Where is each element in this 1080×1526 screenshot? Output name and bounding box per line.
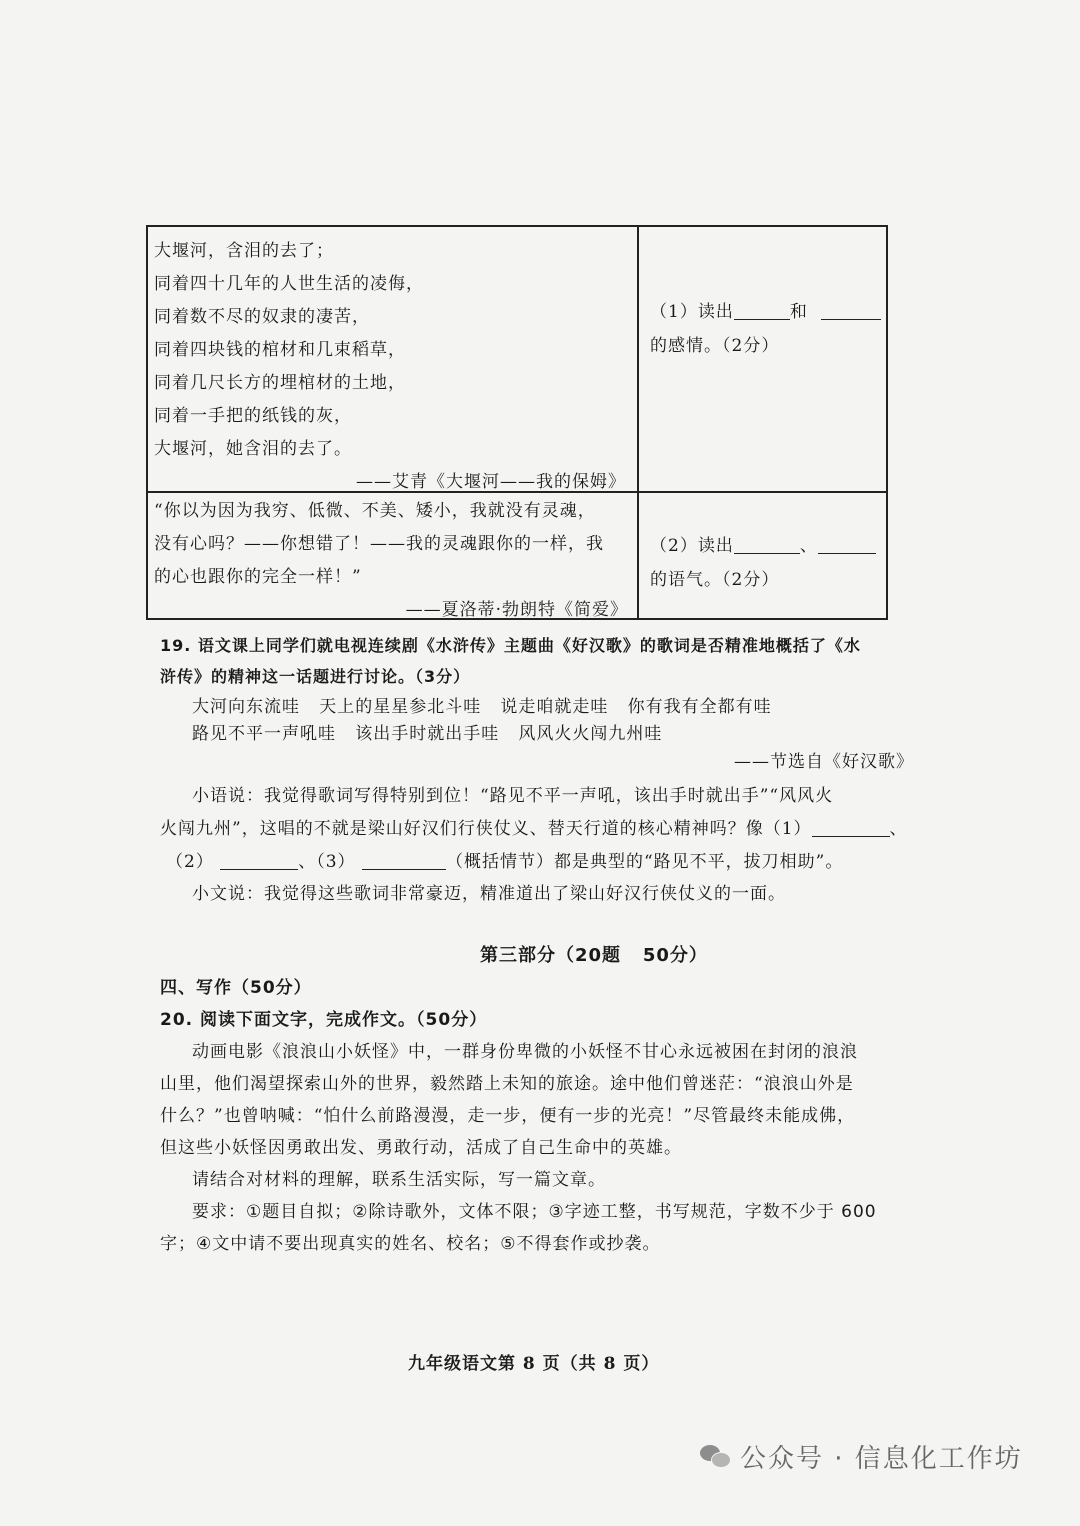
xiaowen-line: 小文说：我觉得这些歌词非常豪迈，精准道出了梁山好汉行侠仗义的一面。 [192, 884, 786, 904]
xiaoyu-text: （2） [166, 852, 214, 872]
answer-blank[interactable] [362, 851, 446, 870]
lyrics-line: 路见不平一声吼哇 该出手时就出手哇 风风火火闯九州哇 [192, 724, 663, 744]
lyrics-source: ——节选自《好汉歌》 [734, 752, 914, 772]
q20-title: 20. 阅读下面文字，完成作文。（50分） [160, 1010, 488, 1030]
question-text: （2）读出 [650, 536, 734, 556]
answer-blank[interactable] [734, 535, 800, 554]
question-2 [650, 529, 885, 597]
wechat-watermark [700, 1436, 1023, 1476]
table-column-divider [637, 227, 639, 618]
poem-line: 同着一手把的纸钱的灰， [154, 406, 352, 426]
question-text: 的感情。（2分） [650, 336, 780, 356]
quote-line: “你以为因为我穷、低微、不美、矮小，我就没有灵魂， [154, 501, 596, 521]
answer-blank[interactable] [818, 535, 876, 554]
question-text: 的语气。（2分） [650, 570, 780, 590]
answer-blank[interactable] [812, 818, 890, 837]
passage-line: 动画电影《浪浪山小妖怪》中，一群身份卑微的小妖怪不甘心永远被困在封闭的浪浪 [192, 1042, 858, 1062]
xiaoyu-text: 火闯九州”，这唱的不就是梁山好汉们行侠仗义、替天行道的核心精神吗？像（1） [160, 819, 812, 839]
poem-line: 同着几尺长方的埋棺材的土地， [154, 373, 406, 393]
poem-source: ——艾青《大堰河——我的保姆》 [356, 472, 626, 492]
question-text: （1）读出 [650, 302, 734, 322]
xiaoyu-text: 、 [889, 819, 908, 839]
instruction-line: 请结合对材料的理解，联系生活实际，写一篇文章。 [192, 1170, 606, 1190]
xiaoyu-line3 [166, 847, 843, 872]
passage-line: 什么？”也曾呐喊：“怕什么前路漫漫，走一步，便有一步的光亮！”尽管最终未能成佛， [160, 1106, 856, 1126]
part3-heading: 第三部分（20题 50分） [480, 945, 708, 966]
requirements-line: 要求：①题目自拟；②除诗歌外，文体不限；③字迹工整，书写规范，字数不少于 600 [192, 1202, 877, 1222]
quote-line: 的心也跟你的完全一样！” [154, 567, 362, 587]
poem-line: 大堰河，她含泪的去了。 [154, 439, 352, 459]
lyrics-line: 大河向东流哇 天上的星星参北斗哇 说走咱就走哇 你有我有全都有哇 [192, 697, 772, 717]
question-text: 、 [799, 536, 818, 556]
q19-line2: 浒传》的精神这一话题进行讨论。（3分） [160, 667, 471, 686]
quote-line: 没有心吗？——你想错了！——我的灵魂跟你的一样，我 [154, 534, 604, 554]
poem-dayanhe [154, 235, 632, 498]
answer-blank[interactable] [821, 301, 881, 320]
writing-section-title: 四、写作（50分） [160, 978, 312, 998]
answer-blank[interactable] [220, 851, 298, 870]
poem-line: 同着数不尽的奴隶的凄苦， [154, 307, 370, 327]
xiaoyu-line1: 小语说：我觉得歌词写得特别到位！“路见不平一声吼，该出手时就出手”“风风火 [192, 786, 834, 806]
reading-table [146, 225, 888, 620]
xiaoyu-text: （概括情节）都是典型的“路见不平，拔刀相助”。 [445, 852, 844, 872]
quote-source: ——夏洛蒂·勃朗特《简爱》 [405, 600, 628, 620]
watermark-text: 公众号 · 信息化工作坊 [740, 1443, 1023, 1474]
passage-line: 但这些小妖怪因勇敢出发、勇敢行动，活成了自己生命中的英雄。 [160, 1138, 682, 1158]
passage-line: 山里，他们渴望探索山外的世界，毅然踏上未知的旅途。途中他们曾迷茫：“浪浪山外是 [160, 1074, 854, 1094]
question-1 [650, 295, 880, 363]
wechat-icon [700, 1443, 732, 1469]
requirements-line: 字；④文中请不要出现真实的姓名、校名；⑤不得套作或抄袭。 [160, 1234, 661, 1254]
xiaoyu-line2 [160, 814, 908, 839]
q19-line1: 19. 语文课上同学们就电视连续剧《水浒传》主题曲《好汉歌》的歌词是否精准地概括了《水 [160, 636, 861, 655]
page-footer: 九年级语文第 8 页（共 8 页） [408, 1354, 660, 1374]
answer-blank[interactable] [734, 301, 790, 320]
poem-line: 同着四块钱的棺材和几束稻草， [154, 340, 406, 360]
question-text: 和 [789, 302, 808, 322]
jane-eyre-quote [154, 495, 634, 626]
poem-line: 同着四十几年的人世生活的凌侮， [154, 274, 424, 294]
xiaoyu-text: 、（3） [298, 852, 356, 872]
poem-line: 大堰河，含泪的去了； [154, 241, 334, 261]
